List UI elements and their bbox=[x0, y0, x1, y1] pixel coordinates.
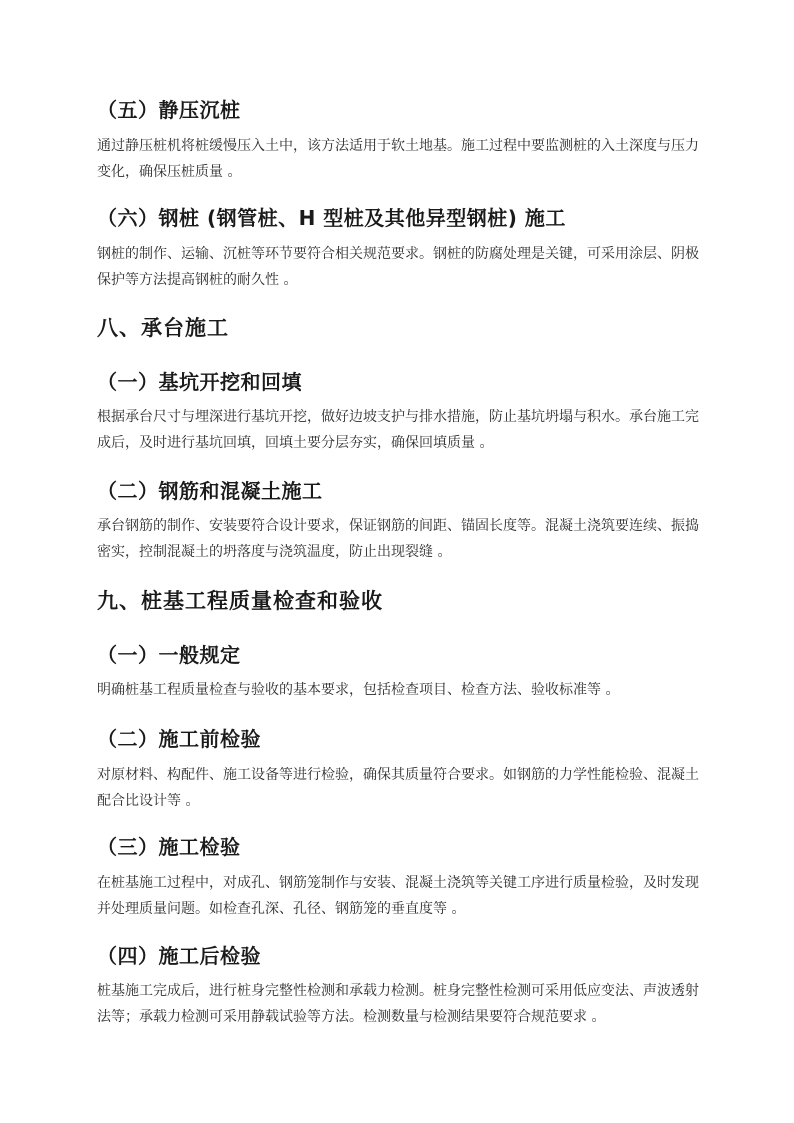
section-heading-static-pressure-pile: （五）静压沉桩 bbox=[97, 98, 241, 122]
section-heading-steel-pile: （六）钢桩 (钢管桩、H 型桩及其他异型钢桩) 施工 bbox=[97, 206, 566, 230]
section-body-general-provisions: 明确桩基工程质量检查与验收的基本要求，包括检查项目、检查方法、验收标准等 。 bbox=[97, 682, 620, 698]
section-body-excavation-backfill: 根据承台尺寸与埋深进行基坑开挖，做好边坡支护与排水措施，防止基坑坍塌与积水。承台施工完成后，及时进行基坑回填，回填土要分层夯实，确保回填质量 。 bbox=[97, 409, 699, 451]
section-heading-post-construction-inspection: （四）施工后检验 bbox=[97, 944, 261, 968]
section-body-pre-construction-inspection: 对原材料、构配件、施工设备等进行检验，确保其质量符合要求。如钢筋的力学性能检验、混凝土配合比设计等 。 bbox=[97, 767, 699, 809]
section-heading-excavation-backfill: （一）基坑开挖和回填 bbox=[97, 370, 302, 394]
section-body-post-construction-inspection: 桩基施工完成后，进行桩身完整性检测和承载力检测。桩身完整性检测可采用低应变法、声波透射法等；承载力检测可采用静载试验等方法。检测数量与检测结果要符合规范要求 。 bbox=[97, 983, 699, 1025]
section-body-static-pressure-pile: 通过静压桩机将桩缓慢压入土中，该方法适用于软土地基。施工过程中要监测桩的入土深度与压力变化，确保压桩质量 。 bbox=[97, 138, 699, 180]
chapter-heading-pile-cap: 八、承台施工 bbox=[97, 316, 229, 340]
section-heading-rebar-concrete: （二）钢筋和混凝土施工 bbox=[97, 479, 323, 503]
section-body-construction-inspection: 在桩基施工过程中，对成孔、钢筋笼制作与安装、混凝土浇筑等关键工序进行质量检验，及时发现并处理质量问题。如检查孔深、孔径、钢筋笼的垂直度等 。 bbox=[97, 875, 699, 917]
section-body-steel-pile: 钢桩的制作、运输、沉桩等环节要符合相关规范要求。钢桩的防腐处理是关键，可采用涂层、阴极保护等方法提高钢桩的耐久性 。 bbox=[97, 246, 699, 288]
section-heading-general-provisions: （一）一般规定 bbox=[97, 643, 241, 667]
chapter-heading-quality-inspection: 九、桩基工程质量检查和验收 bbox=[97, 589, 383, 613]
section-heading-construction-inspection: （三）施工检验 bbox=[97, 835, 241, 859]
section-heading-pre-construction-inspection: （二）施工前检验 bbox=[97, 727, 261, 751]
section-body-rebar-concrete: 承台钢筋的制作、安装要符合设计要求，保证钢筋的间距、锚固长度等。混凝土浇筑要连续、振捣密实，控制混凝土的坍落度与浇筑温度，防止出现裂缝 。 bbox=[97, 518, 699, 560]
